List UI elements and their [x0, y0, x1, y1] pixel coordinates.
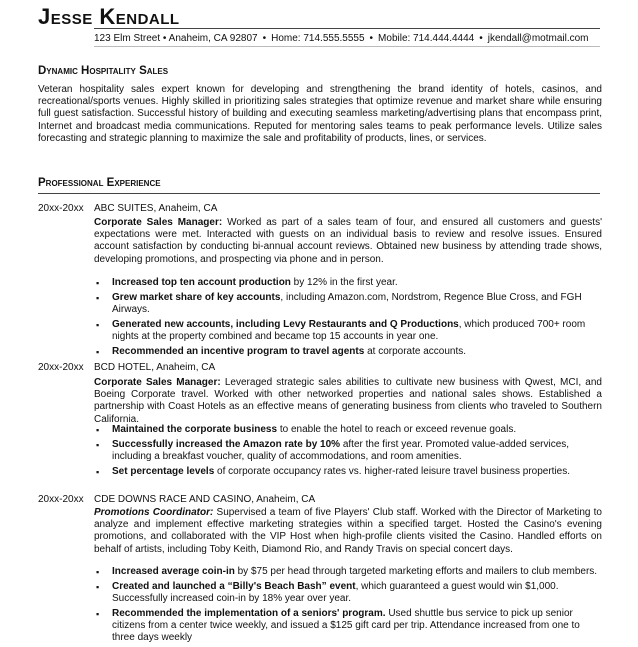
achievement-highlight: Created and launched a “Billy's Beach Bash” event	[112, 580, 356, 592]
job-dates: 20xx-20xx	[38, 494, 84, 505]
job-achievements	[94, 566, 602, 647]
header-rule	[94, 28, 600, 29]
achievement-item	[94, 566, 602, 578]
achievement-highlight: Successfully increased the Amazon rate by 10%	[112, 438, 341, 450]
achievement-text: by $75 per head through targeted marketing efforts and mailers to club members.	[234, 566, 598, 577]
contact-line	[94, 33, 589, 44]
job-dates: 20xx-20xx	[38, 203, 84, 214]
achievement-item	[94, 581, 602, 605]
job-role: Corporate Sales Manager:	[94, 377, 221, 388]
job-description-text: Worked as part of a sales team of four, and ensured all customers and guests' expectations were met. Interacted with guests on an individual basis to review and resolve issues. Ensured account satisfaction by conducting bi-annual account reviews. Obtained new business by attending trade shows, developing promotions, and prospecting via phone and in person.	[94, 217, 602, 265]
achievement-highlight: Grew market share of key accounts	[112, 291, 281, 303]
achievement-item	[94, 319, 602, 343]
achievement-text: , which guaranteed a guest would win $1,000. Successfully increased coin-in by 18% year over year.	[112, 580, 559, 604]
achievement-item	[94, 292, 602, 316]
summary-text: Veteran hospitality sales expert known for developing and strengthening the brand identity of hotels, casinos, and recreational/sports venues. Highly skilled in prioritizing sales strategies that optimize revenue and market share while ensuring full guest satisfaction. Successful history of building and executing seamless marketing/advertising plans that encompass print, Internet and broadcast media communications. Reputed for mentoring sales teams to peak performance levels. Utilize sales forecasting and strategic planning to maximize the sale and profitability of products, lines, or services.	[38, 84, 602, 144]
job-employer: BCD HOTEL, Anaheim, CA	[94, 362, 216, 373]
contact-home-phone: Home: 714.555.5555	[271, 33, 365, 44]
achievement-text: after the first year. Promoted value-added services, including a breakfast voucher, quality of accommodations, and room amenities.	[112, 438, 570, 462]
achievement-highlight: Maintained the corporate business	[112, 424, 278, 435]
achievement-item	[94, 424, 602, 436]
contact-mobile-phone: Mobile: 714.444.4444	[378, 33, 475, 44]
achievement-item	[94, 439, 602, 463]
achievement-highlight: Recommended an incentive program to travel agents	[112, 345, 365, 357]
job-description-text: Leveraged strategic sales abilities to cultivate new business with Qwest, MCI, and Boeing Corporate travel. Worked with other networked properties and national sales shows. Established a partnership with Coast Hotels as an effective means of generating business from clients who traveled to Southern California.	[94, 377, 602, 425]
job-description-text: Supervised a team of five Players' Club staff. Worked with the Director of Marketing to analyze and implement effective marketing strategies within a specified target. Hosted the Casino's evening promotions, and collaborated with the VIP Host when high-profile clients visited the Casino. Handled efforts on behalf of artists, including Toby Keith, Diamond Rio, and Randy Travis on special concert days.	[94, 507, 602, 555]
contact-address: 123 Elm Street • Anaheim, CA 92807	[94, 33, 258, 44]
contact-separator: •	[262, 33, 267, 44]
achievement-text: to enable the hotel to reach or exceed revenue goals.	[277, 424, 517, 435]
job-employer: CDE DOWNS RACE AND CASINO, Anaheim, CA	[94, 494, 316, 505]
job-employer: ABC SUITES, Anaheim, CA	[94, 203, 218, 214]
job-description	[94, 377, 602, 426]
achievement-highlight: Set percentage levels	[112, 465, 215, 477]
achievement-text: of corporate occupancy rates vs. higher-rated leisure travel business properties.	[214, 465, 571, 477]
achievement-text: , which produced 700+ room nights at the property combined and became top 15 accounts in year one.	[112, 318, 586, 342]
experience-rule	[38, 193, 600, 194]
contact-rule	[94, 46, 600, 47]
job-role: Promotions Coordinator:	[94, 507, 214, 518]
achievement-highlight: Increased top ten account production	[112, 277, 291, 288]
contact-separator: •	[479, 33, 483, 44]
job-description	[94, 217, 602, 266]
achievement-highlight: Recommended the implementation of a seniors' program.	[112, 607, 386, 619]
achievement-text: at corporate accounts.	[364, 345, 467, 357]
achievement-item	[94, 608, 602, 645]
achievement-text: , including Amazon.com, Nordstrom, Regence Blue Cross, and FGH Airways.	[112, 291, 582, 315]
achievement-text: Used shuttle bus service to pick up senior citizens from a center twice weekly, and issued a $125 gift card per trip. Attendance increased from one to three days weekly	[112, 607, 580, 644]
job-role: Corporate Sales Manager:	[94, 217, 223, 228]
summary-heading: Dynamic Hospitality Sales	[38, 65, 169, 77]
achievement-item	[94, 466, 602, 478]
job-dates: 20xx-20xx	[38, 362, 84, 373]
candidate-name: Jesse Kendall	[38, 4, 180, 29]
achievement-item	[94, 346, 602, 358]
achievement-item	[94, 277, 602, 289]
job-description	[94, 507, 602, 556]
experience-heading: Professional Experience	[38, 177, 161, 189]
job-achievements	[94, 277, 602, 360]
achievement-text: by 12% in the first year.	[290, 277, 398, 288]
job-achievements	[94, 424, 602, 480]
contact-separator: •	[369, 33, 374, 44]
contact-email: jkendall@motmail.com	[487, 33, 589, 44]
achievement-highlight: Generated new accounts, including Levy Restaurants and Q Productions	[112, 318, 459, 330]
achievement-highlight: Increased average coin-in	[112, 566, 235, 577]
